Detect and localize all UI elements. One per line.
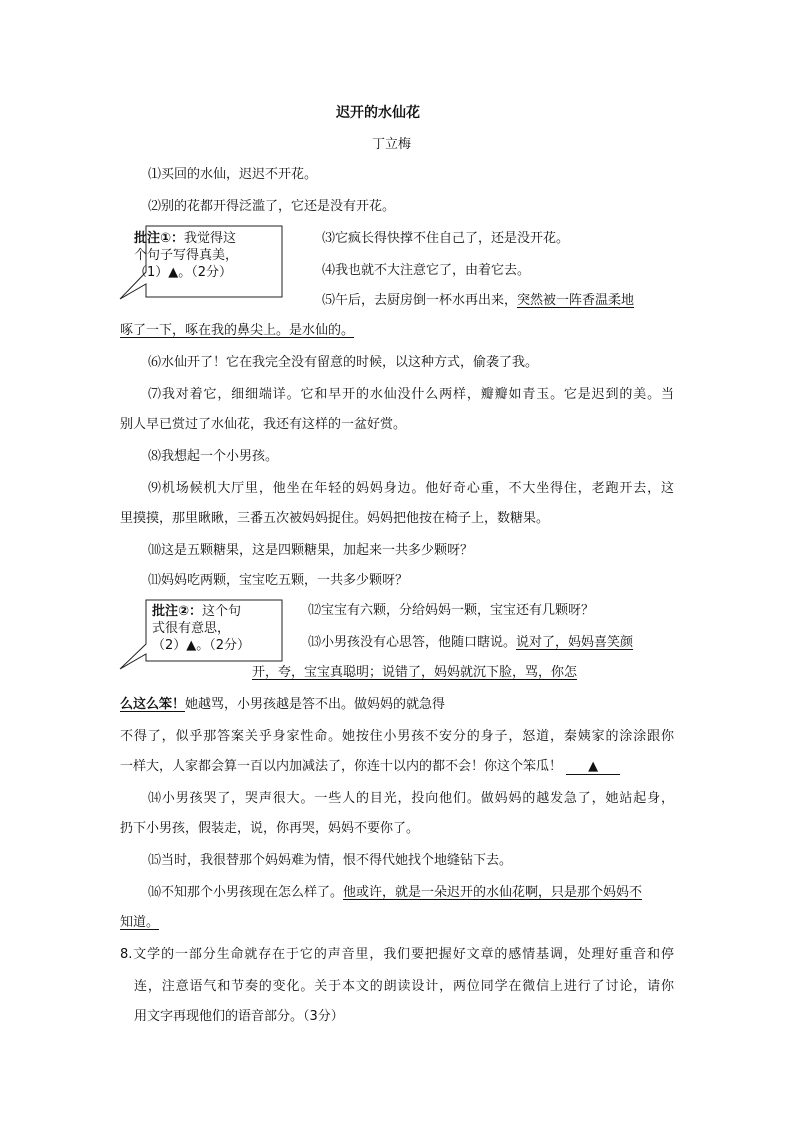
paragraph-14-line-2: 扔下小男孩，假装走，说，你再哭，妈妈不要你了。 (120, 821, 420, 836)
paragraph-13-line-4: 不得了，似乎那答案关乎身家性命。她按住小男孩不安分的身子，怒道，秦姨家的涂涂跟你 (120, 729, 674, 744)
paragraph-8: ⑻我想起一个小男孩。 (148, 449, 279, 464)
paragraph-4: ⑷我也就不大注意它了，由着它去。 (322, 263, 531, 278)
question-8-line-3: 用文字再现他们的语音部分。（3分） (134, 1009, 344, 1024)
annotation-1-text-2: 个句子写得真美， (134, 248, 239, 263)
paragraph-13-text-5: 一样大，人家都会算一百以内加减法了，你连十以内的都不会！你这个笨瓜！ (120, 759, 563, 774)
paragraph-13-text-3: 她越骂，小男孩越是答不出。做妈妈的就急得 (185, 697, 446, 712)
paragraph-10: ⑽这是五颗糖果，这是四颗糖果，加起来一共多少颗呀？ (148, 543, 474, 558)
paragraph-9-line-1: ⑼机场候机大厅里，他坐在年轻的妈妈身边。他好奇心重，不大坐得住，老跑开去，这 (148, 481, 674, 496)
paragraph-5-text: ⑸午后，去厨房倒一杯水再出来， (322, 293, 518, 308)
paragraph-2: ⑵别的花都开得泛滥了，它还是没有开花。 (148, 199, 396, 214)
paragraph-14-line-1: ⒁小男孩哭了，哭声很大。一些人的目光，投向他们。做妈妈的越发急了，她站起身， (148, 791, 674, 806)
paragraph-5-line-1 (322, 292, 634, 310)
paragraph-5-underlined-2: 啄了一下，啄在我的鼻尖上。是水仙的。 (120, 323, 355, 338)
paragraph-3: ⑶它疯长得快撑不住自己了，还是没开花。 (322, 231, 570, 246)
paragraph-16-underlined-2: 知道。 (120, 915, 160, 930)
paragraph-13-line-1 (308, 634, 633, 652)
answer-blank[interactable] (566, 759, 620, 775)
paragraph-7-line-1: ⑺我对着它，细细端详。它和早开的水仙没什么两样，瓣瓣如青玉。它是迟到的美。当 (148, 387, 674, 402)
paragraph-7-line-2: 别人早已赏过了水仙花，我还有这样的一盆好赏。 (120, 417, 407, 432)
paragraph-13-line-3 (120, 696, 445, 714)
blank-triangle-icon: ▲ (588, 759, 599, 774)
article-title: 迟开的水仙花 (336, 105, 420, 121)
annotation-1-label: 批注①： (134, 231, 185, 246)
paragraph-16-underlined-1: 他或许，就是一朵迟开的水仙花啊，只是那个妈妈不 (343, 885, 643, 900)
paragraph-16-line-1 (148, 884, 642, 902)
paragraph-13-underlined-3: 么这么笨！ (120, 697, 186, 712)
paragraph-11: ⑾妈妈吃两颗，宝宝吃五颗，一共多少颗呀？ (148, 573, 409, 588)
annotation-1-text-3: （1）▲。（2分） (134, 265, 233, 280)
annotation-2-label: 批注②： (152, 604, 203, 619)
paragraph-1: ⑴买回的水仙，迟迟不开花。 (148, 167, 318, 182)
question-8-line-2: 连，注意语气和节奏的变化。关于本文的朗读设计，两位同学在微信上进行了讨论，请你 (134, 979, 674, 994)
annotation-1 (116, 224, 288, 334)
article-author: 丁立梅 (372, 137, 412, 152)
paragraph-13-line-5 (120, 758, 620, 776)
paragraph-6: ⑹水仙开了！它在我完全没有留意的时候，以这种方式，偷袭了我。 (148, 355, 539, 370)
paragraph-15: ⒂当时，我很替那个妈妈难为情，恨不得代她找个地缝钻下去。 (148, 853, 513, 868)
paragraph-12: ⑿宝宝有六颗，分给妈妈一颗，宝宝还有几颗呀？ (308, 603, 595, 618)
question-8-line-1: 8.文学的一部分生命就存在于它的声音里，我们要把握好文章的感情基调，处理好重音和停 (120, 947, 674, 962)
paragraph-13-underlined-1: 说对了，妈妈喜笑颜 (516, 635, 634, 650)
paragraph-9-line-2: 里摸摸，那里瞅瞅，三番五次被妈妈捉住。妈妈把他按在椅子上，数糖果。 (120, 511, 550, 526)
annotation-1-text-1: 我觉得这 (184, 231, 237, 246)
annotation-2-text-2: 式很有意思， (152, 621, 231, 636)
paragraph-16-text: ⒃不知那个小男孩现在怎么样了。 (148, 885, 344, 900)
annotation-2-text-1: 这个句 (202, 604, 242, 619)
paragraph-13-text-1: ⒀小男孩没有心思答，他随口瞎说。 (308, 635, 517, 650)
paragraph-5-underlined-1: 突然被一阵香温柔地 (517, 293, 635, 308)
annotation-2-text-3: （2）▲。（2分） (152, 638, 251, 653)
paragraph-13-underlined-2: 开，夸，宝宝真聪明；说错了，妈妈就沉下脸，骂，你怎 (252, 665, 578, 680)
